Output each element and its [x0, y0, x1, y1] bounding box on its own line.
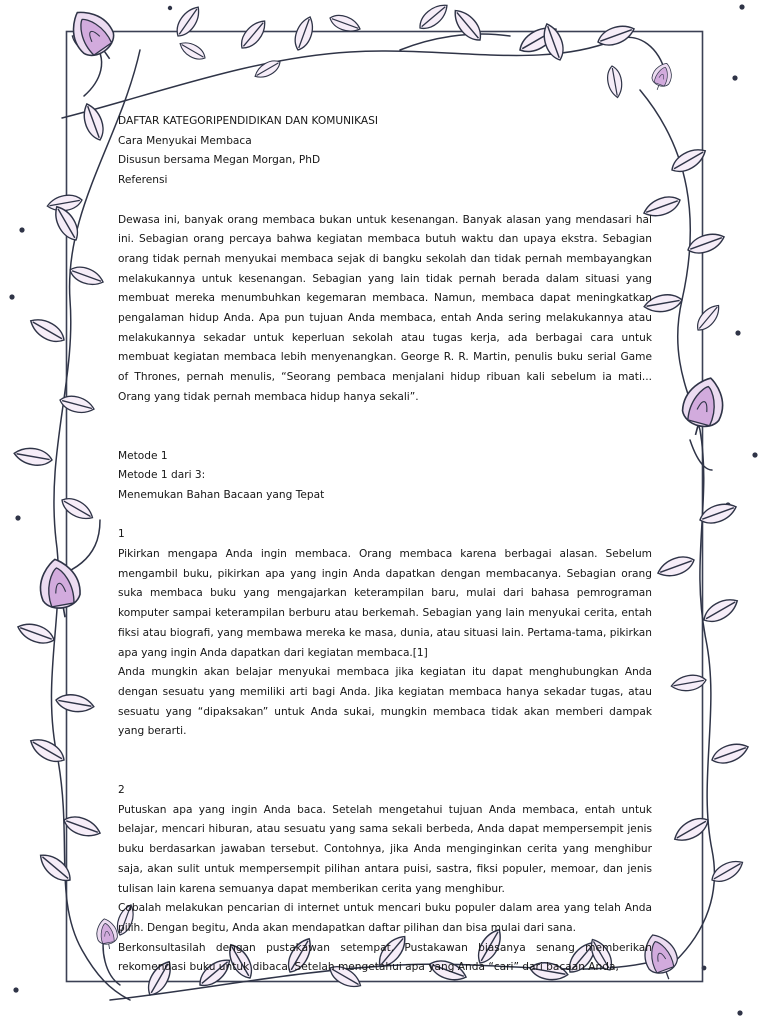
step-paragraph: Pikirkan mengapa Anda ingin membaca. Orang membaca karena berbagai alasan. Sebelum mengambil buku, pikirkan apa yang ingin Anda dapatkan dengan membacanya. Sebagian orang suka membaca buku yang mengajarkan keterampilan baru, mulai dari bahasa pemrograman komputer sampai keterampilan berburu atau berkemah. Sebagian yang lain menyukai cerita, entah fiksi atau biografi, yang membawa mereka ke masa, dunia, atau situasi lain. Pertama-tama, pikirkan apa yang ingin Anda dapatkan dari kegiatan membaca.[1] [118, 548, 652, 659]
document-body [118, 112, 652, 978]
step-paragraph: Berkonsultasilah dengan pustakawan setempat. Pustakawan biasanya senang memberikan rekomendasi buku untuk dibaca. Setelah mengetahui apa yang Anda “cari” dari bacaan Anda, [118, 941, 652, 974]
flower-top-left [62, 2, 125, 70]
flower-bottom-left [94, 917, 119, 951]
category-line: DAFTAR KATEGORIPENDIDIKAN DAN KOMUNIKASI [118, 115, 379, 127]
method-label: Metode 1 [118, 449, 168, 462]
step-paragraph: Putuskan apa yang ingin Anda baca. Setelah mengetahui tujuan Anda membaca, entah untuk belajar, mencari hiburan, atau sesuatu yang sama sekali berbeda, Anda dapat mempersempit jenis buku berdasarkan jawaban tersebut. Contohnya, jika Anda menginginkan cerita yang menghibur saja, akan sulit untuk mempersempit pilihan antara puisi, sastra, fiksi populer, memoar, dan jenis tulisan lain karena semuanya dapat memberikan cerita yang menghibur. [118, 803, 652, 895]
method-title: Menemukan Bahan Bacaan yang Tepat [118, 488, 325, 501]
references-link[interactable]: Referensi [118, 174, 168, 187]
method-count: Metode 1 dari 3: [118, 469, 206, 482]
flower-top-right [648, 60, 675, 93]
step-number: 2 [118, 784, 125, 797]
step-paragraph: Anda mungkin akan belajar menyukai membaca jika kegiatan itu dapat menghubungkan Anda dengan sesuatu yang memiliki arti bagi Anda. Jika kegiatan membaca hanya sekadar tugas, atau sesuatu yang “dipaksakan” untuk Anda sukai, mungkin membaca tidak akan memberi dampak yang berarti. [118, 666, 652, 738]
intro-paragraph: Dewasa ini, banyak orang membaca bukan untuk kesenangan. Banyak alasan yang mendasari hal ini. Sebagian orang percaya bahwa kegiatan membaca butuh waktu dan upaya ekstra. Sebagian orang tidak pernah menyukai membaca sejak di bangku sekolah dan tidak pernah membayangkan melakukannya untuk kesenangan. Sebagian yang lain tidak pernah berada dalam situasi yang membuat mereka menumbuhkan kegemaran membaca. Namun, membaca dapat meningkatkan pengalaman hidup Anda. Apa pun tujuan Anda membaca, entah Anda sering melakukannya atau melakukannya sekadar untuk keperluan sekolah atau tugas kerja, ada berbagai cara untuk membuat kegiatan membaca lebih menyenangkan. George R. R. Martin, penulis buku serial Game of Thrones, pernah menulis, “Seorang pembaca menjalani hidup ribuan kali sebelum ia mati... Orang yang tidak pernah membaca hidup hanya sekali”. [118, 213, 652, 403]
author-line: Disusun bersama Megan Morgan, PhD [118, 154, 321, 167]
step-number: 1 [118, 528, 125, 541]
article-title: Cara Menyukai Membaca [118, 134, 252, 147]
step-paragraph: Cobalah melakukan pencarian di internet untuk mencari buku populer dalam area yang telah Anda pilih. Dengan begitu, Anda akan mendapatkan daftar pilihan dan bisa mulai dari sana. [118, 902, 652, 934]
